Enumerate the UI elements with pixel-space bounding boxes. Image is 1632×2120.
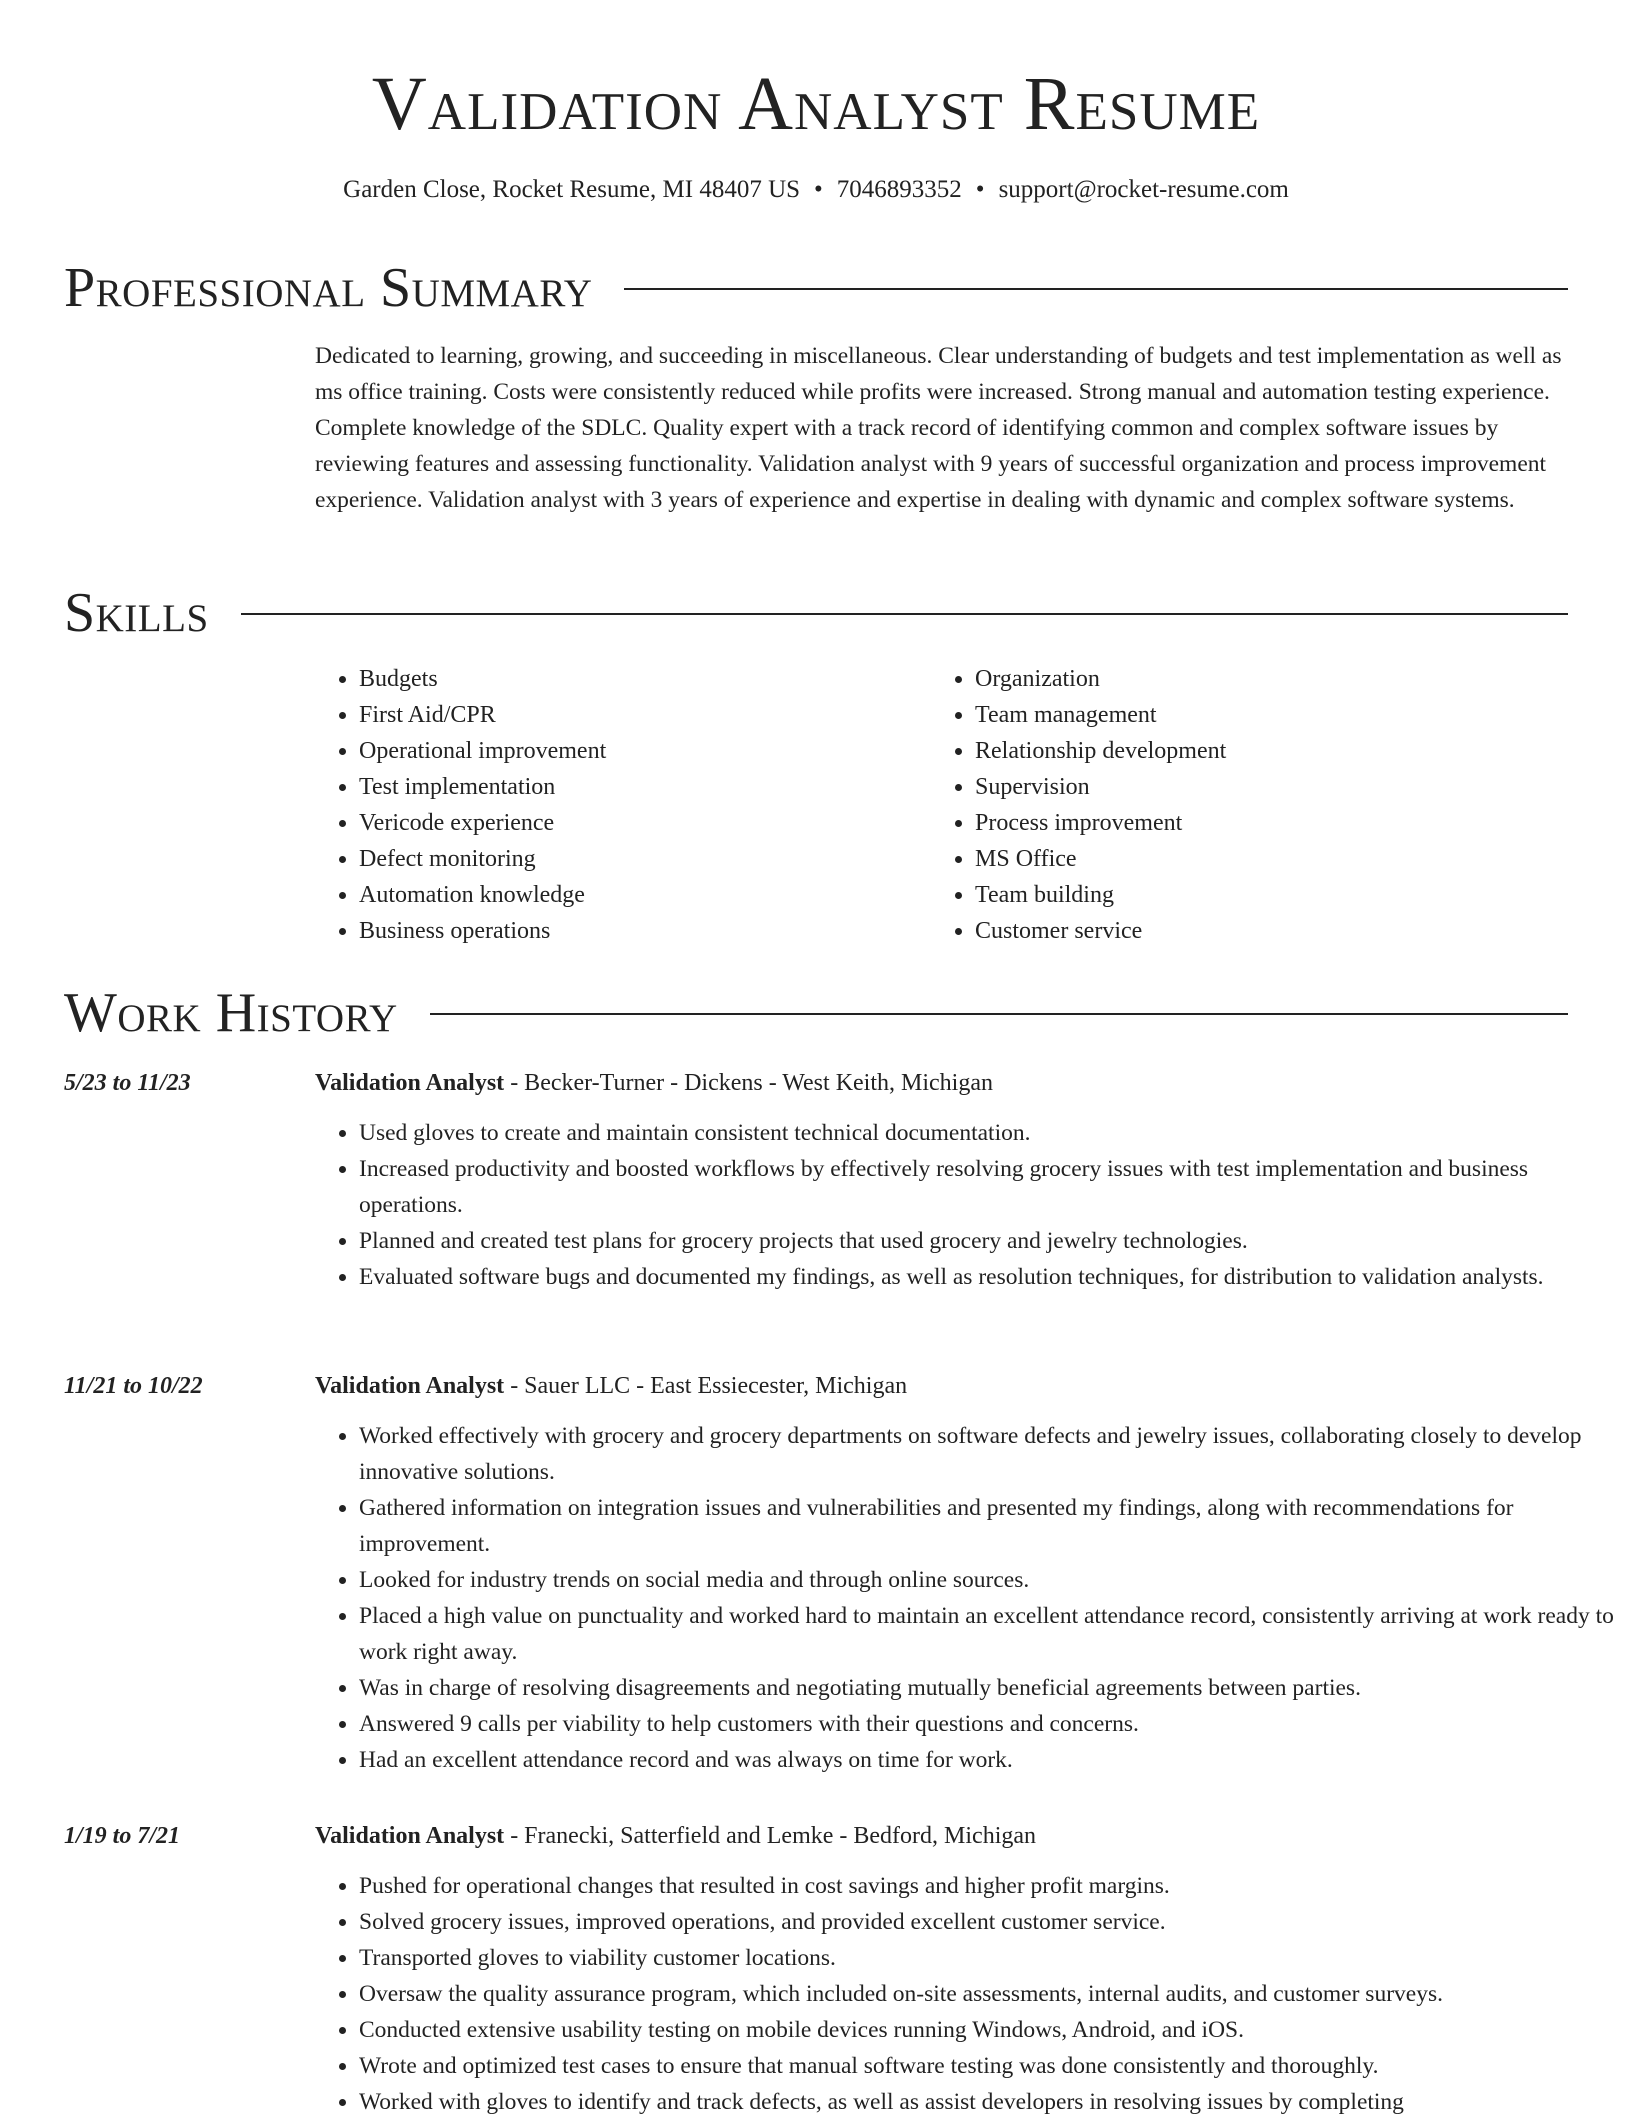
work-section-header [64,981,1568,1045]
summary-heading: Professional Summary [64,257,593,319]
section-divider [430,1013,1568,1015]
job-bullet: • Conducted extensive usability testing on mobile devices running Windows, Android, and iOS. [359,2012,1614,2048]
contact-email: support@rocket-resume.com [998,176,1289,203]
job-bullet: • Solved grocery issues, improved operations, and provided excellent customer service. [359,1904,1614,1940]
job-title: Validation Analyst [315,1823,505,1849]
job-title: Validation Analyst [315,1373,505,1399]
skill-item: • Customer service [975,913,1226,949]
section-divider [624,288,1568,290]
job-bullet: • Gathered information on integration issues and vulnerabilities and presented my findings, along with recommendations for improvement. [359,1490,1614,1562]
job-bullet: • Answered 9 calls per viability to help customers with their questions and concerns. [359,1706,1614,1742]
job-bullet: • Worked with gloves to identify and track defects, as well as assist developers in resolving issues by completing [359,2084,1614,2120]
skill-item: • Relationship development [975,733,1226,769]
job-title: Validation Analyst [315,1070,505,1096]
skill-item: • Budgets [359,661,606,697]
skill-item: • Automation knowledge [359,877,606,913]
section-divider [241,613,1568,615]
skills-column-left [315,661,606,949]
job-dates: 1/19 to 7/21 [64,1823,181,1849]
job-bullet: • Oversaw the quality assurance program, which included on-site assessments, internal audits, and customer surveys. [359,1976,1614,2012]
job-bullet: • Pushed for operational changes that resulted in cost savings and higher profit margins. [359,1868,1614,1904]
job-employer: - Franecki, Satterfield and Lemke - Bedford, Michigan [504,1823,1037,1849]
job-bullet: • Used gloves to create and maintain consistent technical documentation. [359,1115,1614,1151]
contact-address: Garden Close, Rocket Resume, MI 48407 US [343,176,801,203]
contact-separator: • [814,176,823,203]
job-bullet: • Wrote and optimized test cases to ensure that manual software testing was done consistently and thoroughly. [359,2048,1614,2084]
skill-item: • Vericode experience [359,805,606,841]
skill-item: • Team management [975,697,1226,733]
job-bullets [315,1115,1614,1295]
skill-item: • MS Office [975,841,1226,877]
job-header [315,1064,993,1102]
skill-item: • Supervision [975,769,1226,805]
job-bullet: • Placed a high value on punctuality and worked hard to maintain an excellent attendance record, consistently arriving at work ready to work right away. [359,1598,1614,1670]
job-bullet: • Transported gloves to viability customer locations. [359,1940,1614,1976]
job-bullets [315,1418,1614,1778]
job-dates: 11/21 to 10/22 [64,1373,203,1399]
contact-line [0,172,1632,208]
skills-heading: Skills [64,582,209,644]
skill-item: • Business operations [359,913,606,949]
job-bullet: • Looked for industry trends on social media and through online sources. [359,1562,1614,1598]
skill-item: • Team building [975,877,1226,913]
work-heading: Work History [64,982,398,1044]
skill-item: • First Aid/CPR [359,697,606,733]
job-dates: 5/23 to 11/23 [64,1070,191,1096]
job-bullet: • Had an excellent attendance record and was always on time for work. [359,1742,1614,1778]
job-employer: - Sauer LLC - East Essiecester, Michigan [504,1373,908,1399]
job-bullet: • Evaluated software bugs and documented my findings, as well as resolution techniques, for distribution to validation analysts. [359,1259,1614,1295]
page-title: Validation Analyst Resume [371,62,1261,146]
contact-separator: • [975,176,985,203]
skill-item: • Organization [975,661,1226,697]
skills-section-header [64,581,1568,645]
skills-column-right [931,661,1226,949]
skill-item: • Operational improvement [359,733,606,769]
job-header [315,1367,907,1405]
job-header [315,1817,1036,1855]
job-bullet: • Was in charge of resolving disagreements and negotiating mutually beneficial agreements between parties. [359,1670,1614,1706]
job-employer: - Becker-Turner - Dickens - West Keith, Michigan [504,1070,993,1096]
contact-phone: 7046893352 [836,176,962,203]
skill-item: • Defect monitoring [359,841,606,877]
skill-item: • Test implementation [359,769,606,805]
job-bullet: • Planned and created test plans for grocery projects that used grocery and jewelry technologies. [359,1223,1614,1259]
skill-item: • Process improvement [975,805,1226,841]
job-bullet: • Worked effectively with grocery and grocery departments on software defects and jewelry issues, collaborating closely to develop innovative solutions. [359,1418,1614,1490]
summary-text: Dedicated to learning, growing, and succeeding in miscellaneous. Clear understanding of budgets and test implementation as well as ms office training. Costs were consistently reduced while profits were increased. Strong manual and automation testing experience. Complete knowledge of the SDLC. Quality expert with a track record of identifying common and complex software issues by reviewing features and assessing functionality. Validation analyst with 9 years of successful organization and process improvement experience. Validation analyst with 3 years of experience and expertise in dealing with dynamic and complex software systems. [315,343,1562,513]
summary-section-header [64,256,1568,320]
job-bullets [315,1868,1614,2120]
job-bullet: • Increased productivity and boosted workflows by effectively resolving grocery issues with test implementation and business operations. [359,1151,1614,1223]
